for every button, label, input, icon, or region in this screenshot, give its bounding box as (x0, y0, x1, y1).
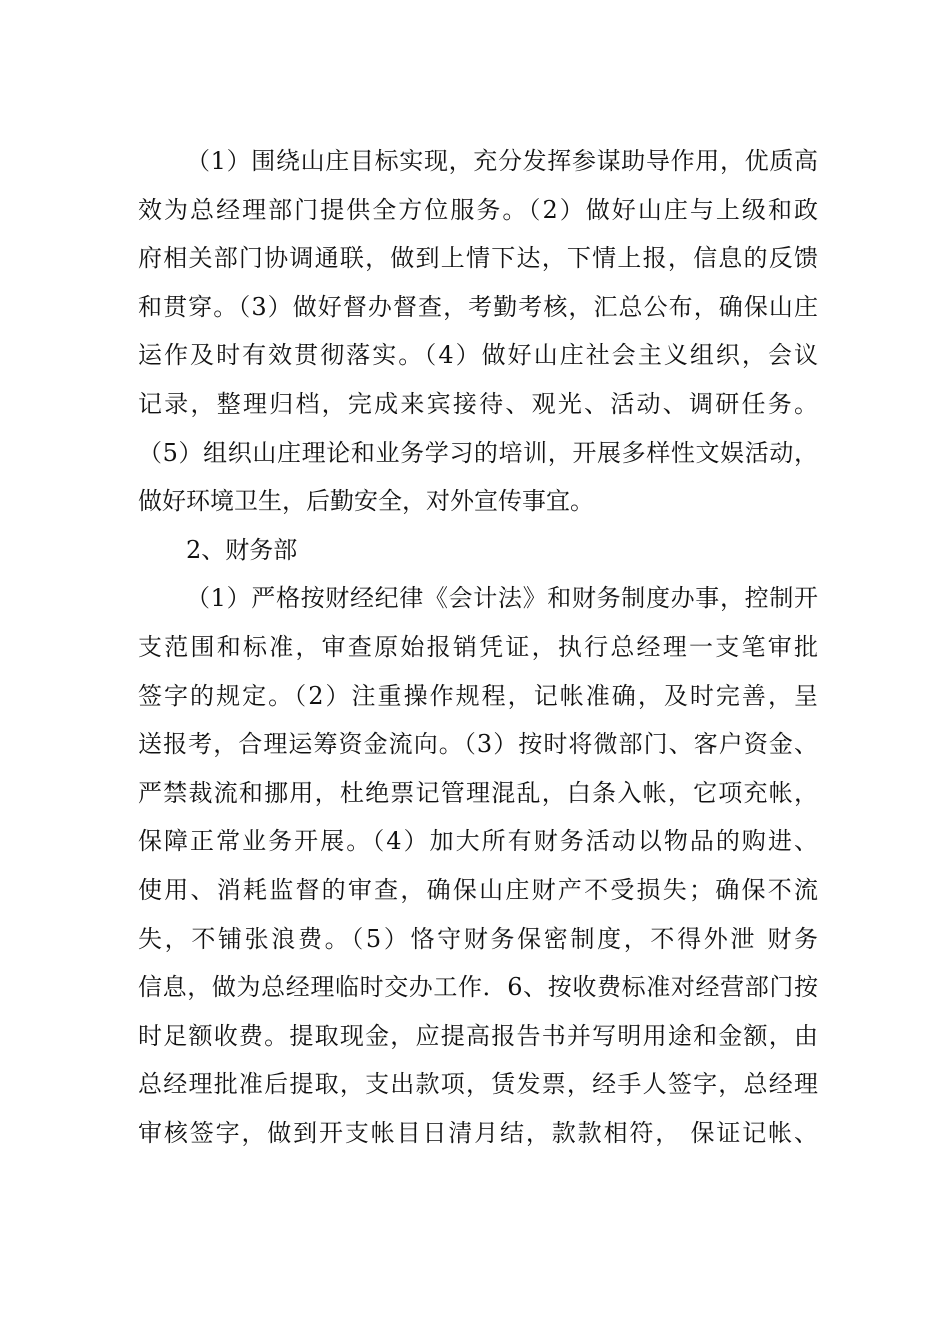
text-line: 运作及时有效贯彻落实。（4）做好山庄社会主义组织，会议 (138, 341, 818, 370)
text-line: 审核签字，做到开支帐目日清月结，款款相符， 保证记帐、 (138, 1118, 818, 1147)
text-line: 信息，做为总经理临时交办工作．6、按收费标准对经营部门按 (138, 973, 818, 1002)
text-line: 使用、消耗监督的审查，确保山庄财产不受损失；确保不流 (138, 875, 818, 904)
text-line: 效为总经理部门提供全方位服务。（2）做好山庄与上级和政 (138, 195, 818, 224)
text-line: 和贯穿。（3）做好督办督查，考勤考核，汇总公布，确保山庄 (138, 292, 818, 321)
text-line: （1）围绕山庄目标实现，充分发挥参谋助导作用，优质高 (186, 147, 818, 175)
text-line: （1）严格按财经纪律《会计法》和财务制度办事，控制开 (186, 584, 818, 613)
text-line: 送报考，合理运筹资金流向。（3）按时将微部门、客户资金、 (138, 730, 818, 759)
text-line: 支范围和标准，审查原始报销凭证，执行总经理一支笔审批 (138, 632, 818, 661)
text-line: 时足额收费。提取现金，应提高报告书并写明用途和金额，由 (138, 1021, 818, 1050)
text-line: 保障正常业务开展。（4）加大所有财务活动以物品的购进、 (138, 827, 818, 856)
text-line: 2、财务部 (186, 535, 298, 564)
text-line: 做好环境卫生，后勤安全，对外宣传事宜。 (138, 487, 594, 516)
text-line: 记录，整理归档，完成来宾接待、观光、活动、调研任务。 (138, 389, 818, 418)
text-line: 签字的规定。（2）注重操作规程，记帐准确，及时完善，呈 (138, 681, 818, 710)
text-line: 总经理批准后提取，支出款项，赁发票，经手人签字，总经理 (138, 1070, 818, 1099)
text-line: 失，不铺张浪费。（5）恪守财务保密制度，不得外泄 财务 (138, 924, 818, 953)
text-line: 严禁裁流和挪用，杜绝票记管理混乱，白条入帐，它项充帐， (138, 778, 818, 807)
text-line: （5）组织山庄理论和业务学习的培训，开展多样性文娱活动， (138, 438, 818, 467)
text-line: 府相关部门协调通联，做到上情下达，下情上报，信息的反馈 (138, 244, 818, 273)
document-body (138, 137, 818, 1157)
